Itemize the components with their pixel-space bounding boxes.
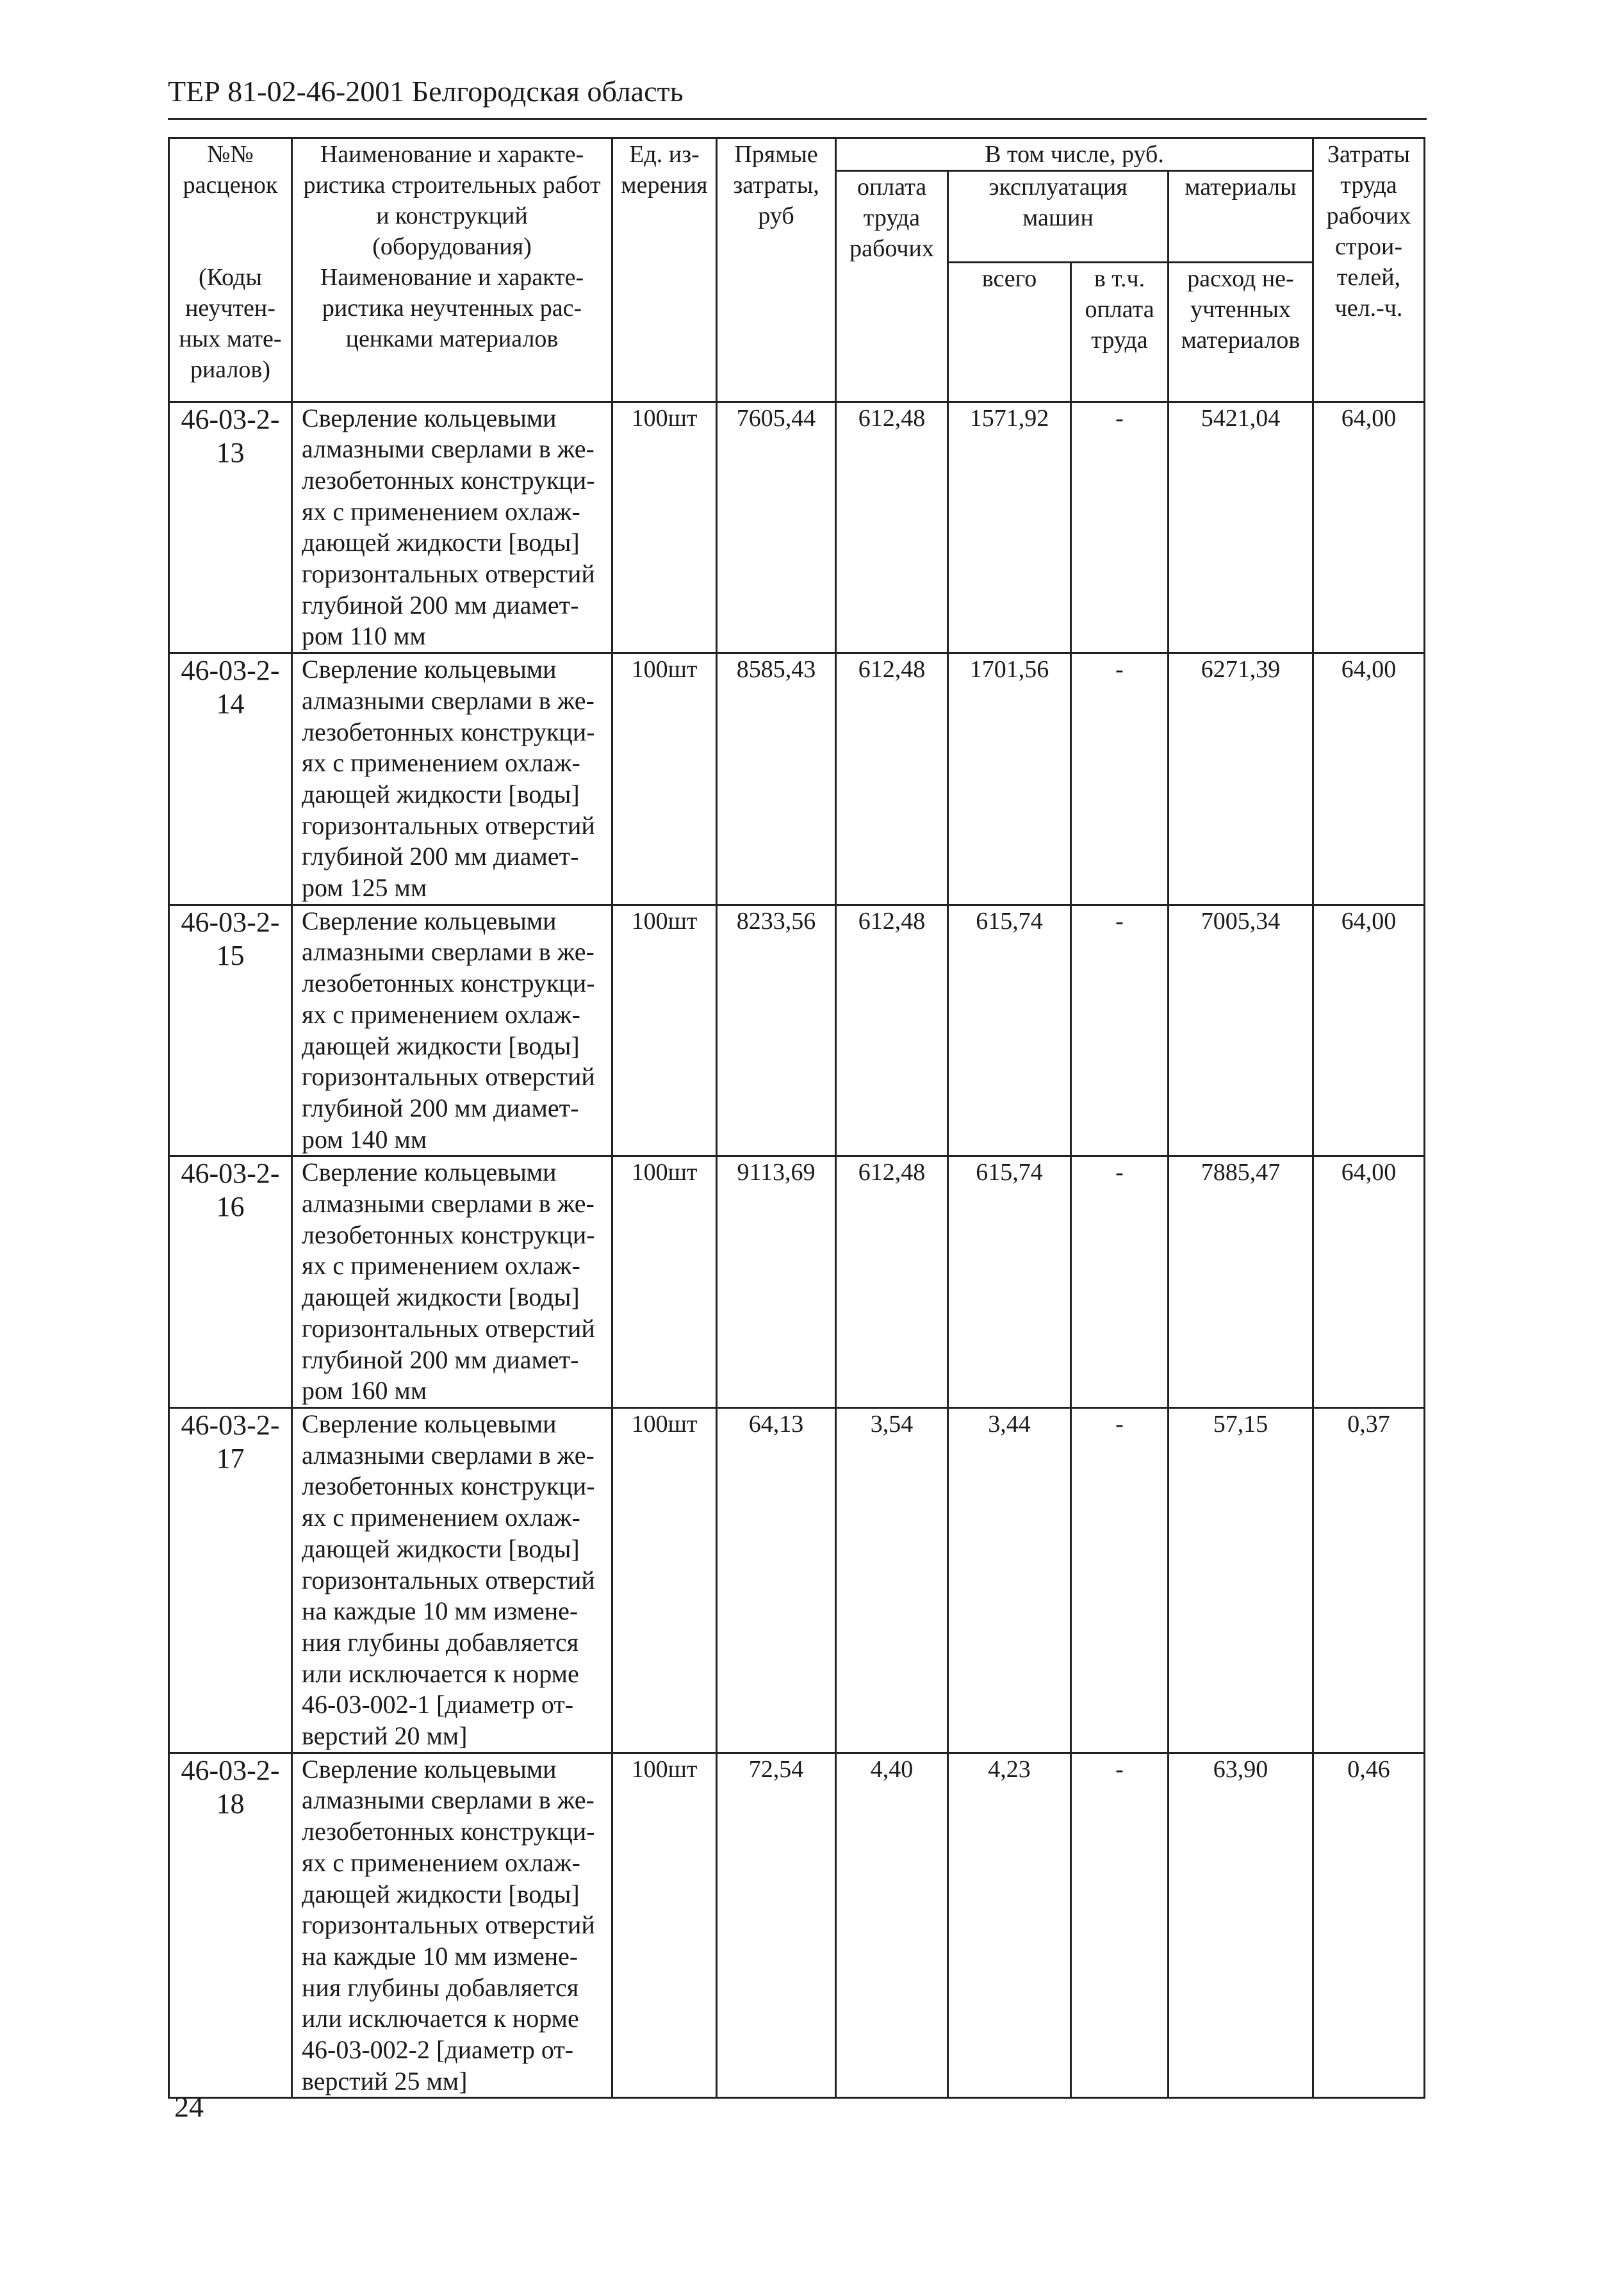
header-machines: эксплуатация машин [948,171,1169,263]
row-direct: 72,54 [717,1753,836,2098]
row-unit: 100шт [612,905,717,1156]
row-code: 46-03-2- 13 [169,402,292,653]
row-labor: 0,46 [1313,1753,1425,2098]
row-direct: 8585,43 [717,653,836,905]
table-row [169,402,1425,653]
row-labor: 64,00 [1313,1156,1425,1408]
row-code: 46-03-2- 18 [169,1753,292,2098]
row-materials: 5421,04 [1169,402,1313,653]
header-including: В том числе, руб. [836,138,1313,171]
row-unit: 100шт [612,653,717,905]
row-machines-wages: - [1071,1408,1169,1753]
row-machines-wages: - [1071,653,1169,905]
header-labor: Затраты труда рабочих строителей, чел.-ч. [1313,138,1425,402]
row-labor: 64,00 [1313,653,1425,905]
row-labor: 0,37 [1313,1408,1425,1753]
row-unit: 100шт [612,402,717,653]
row-code: 46-03-2- 14 [169,653,292,905]
header-machines-wages: в т.ч. оплата труда [1071,262,1169,402]
header-unit: Ед. измерения [612,138,717,402]
row-description: Сверление кольцевыми алмазными сверлами в железобетонных конструкциях с применением охлаждающей жидкости [воды] горизонтальных отверстий глубиной 200 мм диаметром 110 мм [292,402,612,653]
row-direct: 64,13 [717,1408,836,1753]
header-machines-total: всего [948,262,1071,402]
row-machines-total: 1571,92 [948,402,1071,653]
table-row [169,653,1425,905]
row-wages: 612,48 [836,905,948,1156]
header-wages: оплата труда рабочих [836,171,948,402]
row-wages: 4,40 [836,1753,948,2098]
row-materials: 57,15 [1169,1408,1313,1753]
row-direct: 7605,44 [717,402,836,653]
table-row [169,905,1425,1156]
row-unit: 100шт [612,1156,717,1408]
header-direct: Прямые затраты, руб [717,138,836,402]
header-unaccounted: расход неучтенных материалов [1169,262,1313,402]
row-description: Сверление кольцевыми алмазными сверлами в железобетонных конструкциях с применением охлаждающей жидкости [воды] горизонтальных отверстий глубиной 200 мм диаметром 140 мм [292,905,612,1156]
row-code: 46-03-2- 17 [169,1408,292,1753]
header-code-sub: (Коды неучтенных материалов) [169,262,292,402]
row-labor: 64,00 [1313,402,1425,653]
row-description: Сверление кольцевыми алмазными сверлами в железобетонных конструкциях с применением охлаждающей жидкости [воды] горизонтальных отверстий на каждые 10 мм изменения глубины добавляется или исключается к норме 46-03-002-2 [диаметр отверстий 25 мм] [292,1753,612,2098]
row-materials: 7885,47 [1169,1156,1313,1408]
row-unit: 100шт [612,1408,717,1753]
row-unit: 100шт [612,1753,717,2098]
row-code: 46-03-2- 16 [169,1156,292,1408]
header-materials: материалы [1169,171,1313,263]
page-header: ТЕР 81-02-46-2001 Белгородская область [168,75,684,108]
row-direct: 8233,56 [717,905,836,1156]
row-wages: 612,48 [836,653,948,905]
row-wages: 612,48 [836,1156,948,1408]
row-machines-total: 4,23 [948,1753,1071,2098]
row-wages: 612,48 [836,402,948,653]
row-code: 46-03-2- 15 [169,905,292,1156]
row-machines-wages: - [1071,905,1169,1156]
row-materials: 6271,39 [1169,653,1313,905]
row-direct: 9113,69 [717,1156,836,1408]
row-machines-total: 615,74 [948,1156,1071,1408]
row-machines-wages: - [1071,402,1169,653]
table-row [169,1753,1425,2098]
page-number: 24 [174,2090,204,2123]
row-materials: 63,90 [1169,1753,1313,2098]
header-name-sub: Наименование и характеристика неучтенных расценками материалов [292,262,612,402]
row-machines-wages: - [1071,1753,1169,2098]
row-description: Сверление кольцевыми алмазными сверлами в железобетонных конструкциях с применением охлаждающей жидкости [воды] горизонтальных отверстий глубиной 200 мм диаметром 125 мм [292,653,612,905]
table-row [169,1408,1425,1753]
table-row [169,1156,1425,1408]
header-name: Наименование и характеристика строительных работ и конструкций (оборудования) [292,138,612,263]
row-wages: 3,54 [836,1408,948,1753]
row-machines-total: 615,74 [948,905,1071,1156]
header-code: №№ расценок [169,138,292,263]
row-labor: 64,00 [1313,905,1425,1156]
row-description: Сверление кольцевыми алмазными сверлами в железобетонных конструкциях с применением охлаждающей жидкости [воды] горизонтальных отверстий глубиной 200 мм диаметром 160 мм [292,1156,612,1408]
row-materials: 7005,34 [1169,905,1313,1156]
row-machines-total: 1701,56 [948,653,1071,905]
header-rule [168,118,1427,120]
row-machines-total: 3,44 [948,1408,1071,1753]
row-machines-wages: - [1071,1156,1169,1408]
row-description: Сверление кольцевыми алмазными сверлами в железобетонных конструкциях с применением охлаждающей жидкости [воды] горизонтальных отверстий на каждые 10 мм изменения глубины добавляется или исключается к норме 46-03-002-1 [диаметр отверстий 20 мм] [292,1408,612,1753]
rates-table [168,137,1425,2099]
